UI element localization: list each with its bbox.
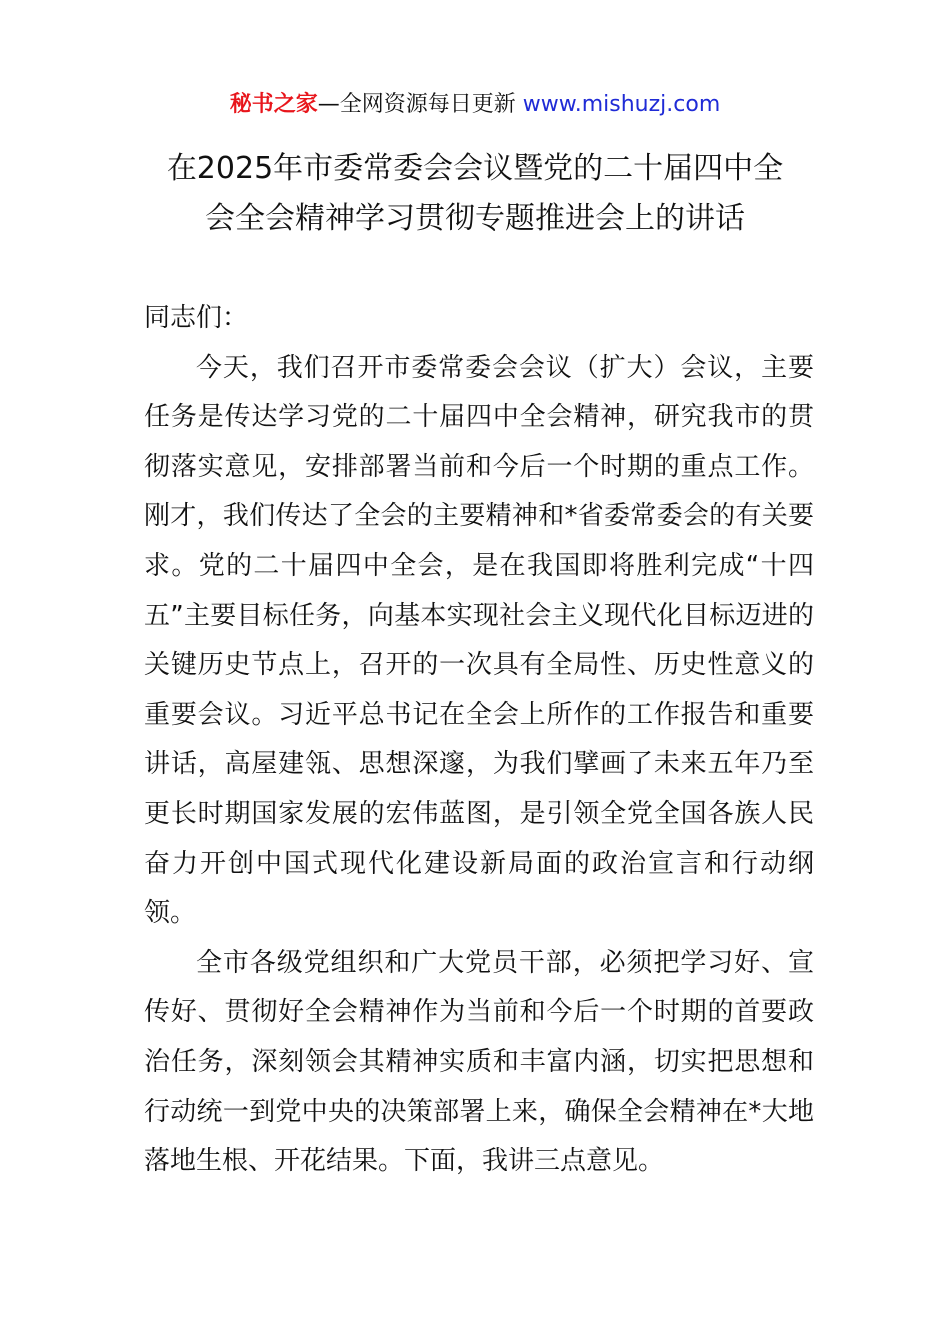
site-tagline: —全网资源每日更新 — [317, 92, 523, 117]
title-line-1: 在2025年市委常委会会议暨党的二十届四中全 — [166, 151, 784, 186]
document-title — [100, 144, 850, 244]
paragraph-2: 全市各级党组织和广大党员干部，必须把学习好、宣传好、贯彻好全会精神作为当前和今后一个时期的首要政治任务，深刻领会其精神实质和丰富内涵，切实把思想和行动统一到党中央的决策部署上来，确保全会精神在*大地落地生根、开花结果。下面，我讲三点意见。 — [144, 947, 814, 1177]
site-url-link[interactable]: www.mishuzj.com — [522, 92, 721, 117]
title-line-2: 会全会精神学习贯彻专题推进会上的讲话 — [205, 201, 745, 236]
salutation: 同志们： — [144, 303, 249, 333]
site-brand: 秘书之家 — [229, 92, 318, 117]
site-header — [0, 88, 950, 122]
document-body — [144, 294, 814, 1187]
paragraph-1: 今天，我们召开市委常委会会议（扩大）会议，主要任务是传达学习党的二十届四中全会精神，研究我市的贯彻落实意见，安排部署当前和今后一个时期的重点工作。刚才，我们传达了全会的主要精神和*省委常委会的有关要求。党的二十届四中全会，是在我国即将胜利完成“十四五”主要目标任务，向基本实现社会主义现代化目标迈进的关键历史节点上，召开的一次具有全局性、历史性意义的重要会议。习近平总书记在全会上所作的工作报告和重要讲话，高屋建瓴、思想深邃，为我们擘画了未来五年乃至更长时期国家发展的宏伟蓝图，是引领全党全国各族人民奋力开创中国式现代化建设新局面的政治宣言和行动纲领。 — [144, 352, 814, 929]
